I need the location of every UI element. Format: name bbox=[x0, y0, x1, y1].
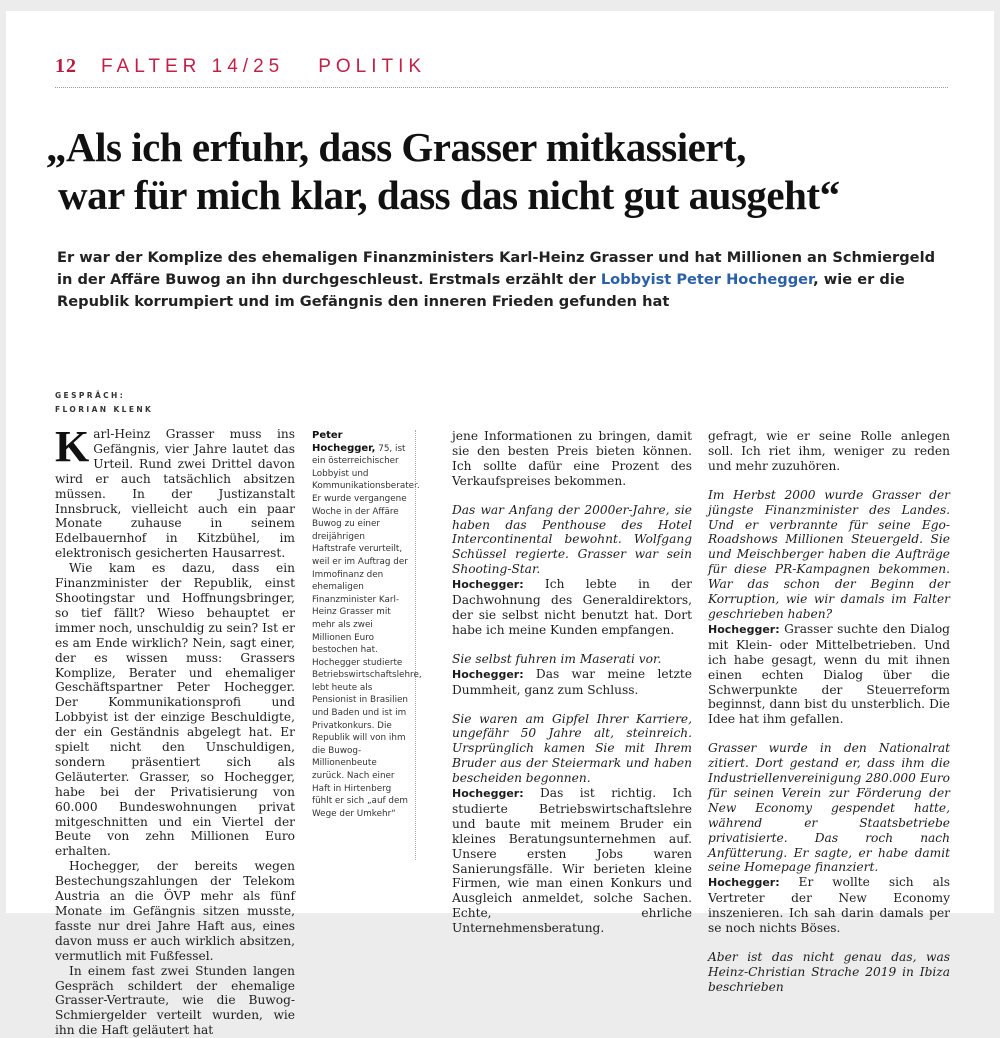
speaker-label: Hochegger: bbox=[708, 876, 780, 890]
drop-cap: K bbox=[55, 422, 90, 471]
article-paragraph: Wie kam es dazu, dass ein Finanzminister der Republik, einst Shootingstar und Hoffnungsbringer, so tief fällt? Wieso behauptet er immer noch, unschuldig zu sein? Ist er es am Ende wirklich? Nein, sagt einer, der es wissen muss: Grassers Komplize, Berater und ehemaliger Geschäftspartner Peter Hochegger. Der Kommunikationsprofi und Lobbyist ist der einzige Beschuldigte, der ein Geständnis abgelegt hat. Er spielt nicht den Unschuldigen, sondern präsentiert sich als Geläuterter. Grasser, so Hochegger, habe bei der Privatisierung von 60.000 Bundeswohnungen privat mitgeschnitten und ein Viertel der Beute von zehn Millionen Euro erhalten. bbox=[55, 561, 295, 859]
headline-line-1: „Als ich erfuhr, dass Grasser mitkassiert, bbox=[46, 124, 746, 170]
interview-question: Grasser wurde in den Nationalrat zitiert. Dort gestand er, dass ihm die Industriellenvereinigung 280.000 Euro für seinen Verein zur Förderung der New Economy gespendet hatte, während er Staatsbetriebe privatisierte. Das roch nach Anfütterung. Er sagte, er habe damit seine Homepage finanziert. bbox=[708, 741, 950, 875]
article-column-1 bbox=[55, 422, 295, 1038]
lead-text-2: , wie er die Republik korrumpiert und im Gefängnis den inneren Frieden gefunden hat bbox=[57, 271, 905, 310]
bio-sidebar bbox=[312, 430, 422, 820]
interview-question: Im Herbst 2000 wurde Grasser der jüngste Finanzminister des Landes. Und er verbrannte für seine Ego-Roadshows Millionen Steuergeld. Sie und Meischberger haben die Aufträge für diese PR-Kampagnen bekommen. War das schon der Beginn der Korruption, wie wir damals im Falter geschrieben haben? bbox=[708, 487, 950, 621]
speaker-label: Hochegger: bbox=[708, 622, 780, 636]
answer-text: Ich lebte in der Dachwohnung des Generaldirektors, der sie selbst nicht benutzt hat. Dort habe ich meine Kunden empfangen. bbox=[452, 577, 692, 637]
byline-label: GESPRÄCH: bbox=[55, 391, 126, 400]
article-paragraph bbox=[55, 422, 295, 561]
lead-paragraph bbox=[57, 247, 937, 313]
interview-question: Sie waren am Gipfel Ihrer Karriere, ungefähr 50 Jahre alt, steinreich. Ursprünglich kamen Sie mit Ihrem Bruder aus der Steiermark und haben bescheiden begonnen. bbox=[452, 711, 692, 786]
interview-question: Aber ist das nicht genau das, was Heinz-Christian Strache 2019 in Ibiza beschrieben bbox=[708, 950, 950, 994]
bio-name: Peter Hochegger, bbox=[312, 430, 376, 454]
lobbyist-link[interactable]: Lobbyist Peter Hochegger bbox=[600, 271, 814, 288]
issue-label: FALTER 14/25 bbox=[101, 56, 285, 77]
header-divider bbox=[55, 87, 948, 88]
interview-question: Das war Anfang der 2000er-Jahre, sie haben das Penthouse des Hotel Intercontinental bewohnt. Wolfgang Schüssel regierte. Grasser war sein Shooting-Star. bbox=[452, 502, 692, 577]
interview-answer bbox=[452, 577, 692, 638]
byline bbox=[55, 389, 153, 417]
answer-text: Das war meine letzte Dummheit, ganz zum Schluss. bbox=[452, 666, 692, 697]
bio-text: 75, ist ein österreichischer Lobbyist und Kommunikationsberater. Er wurde vergangene Woche in der Affäre Buwog zu einer dreijährigen Haftstrafe verurteilt, weil er im Auftrag der Immofinanz den ehemaligen Finanzminister Karl-Heinz Grasser mit mehr als zwei Millionen Euro bestochen hat. Hochegger studierte Betriebswirtschaftslehre, lebt heute als Pensionist in Brasilien und Baden und ist im Privatkonkurs. Die Republik will von ihm die Buwog-Millionenbeute zurück. Nach einer Haft in Hirtenberg fühlt er sich „auf dem Wege der Umkehr“ bbox=[312, 443, 422, 819]
answer-text: Grasser suchte den Dialog mit Klein- oder Mittelbetrieben. Und ich habe gesagt, wenn du mit ihnen einen echten Dialog über die Schwerpunkte der Steuerreform beginnst, dann bist du unsterblich. Die Idee hat ihm gefallen. bbox=[708, 621, 950, 727]
answer-text: Er wollte sich als Vertreter der New Economy inszenieren. Ich sah darin damals per se noch nichts Böses. bbox=[708, 875, 950, 936]
answer-text: Das ist richtig. Ich studierte Betriebswirtschaftslehre und baute mit meinem Bruder ein kleines Beratungsunternehmen auf. Unsere ersten Jobs waren Sanierungsfälle. Wir berieten kleine Firmen, wie man einen Konkurs und Ausgleich anmeldet, solche Sachen. Echte, ehrliche Unternehmensberatung. bbox=[452, 786, 692, 936]
article-column-3 bbox=[452, 429, 692, 936]
sidebar-divider bbox=[415, 430, 417, 860]
paragraph-text: arl-Heinz Grasser muss ins Gefängnis, vier Jahre lautet das Urteil. Rund zwei Drittel davon wird er auch tatsächlich absitzen müssen. In der Justizanstalt Innsbruck, vielleicht auch ein paar Monate zuhause in seinem Edelbauernhof in Kitzbühel, im elektronisch gesicherten Hausarrest. bbox=[55, 427, 295, 561]
headline-line-2: war für mich klar, dass das nicht gut ausgeht“ bbox=[58, 172, 840, 218]
speaker-label: Hochegger: bbox=[452, 787, 524, 801]
speaker-label: Hochegger: bbox=[452, 667, 524, 681]
article-paragraph: Hochegger, der bereits wegen Bestechungszahlungen der Telekom Austria an die ÖVP mehr als fünf Monate im Gefängnis sitzen musste, fasste nur drei Jahre Haft aus, eines davon muss er auch wirklich absitzen, vermutlich mit Fußfessel. bbox=[55, 859, 295, 963]
interview-answer bbox=[452, 786, 692, 936]
headline bbox=[46, 123, 966, 219]
interview-answer bbox=[452, 667, 692, 698]
article-paragraph: gefragt, wie er seine Rolle anlegen soll. Ich riet ihm, weniger zu reden und mehr zuzuhören. bbox=[708, 429, 950, 473]
section-label: POLITIK bbox=[318, 56, 427, 77]
page-header bbox=[55, 55, 426, 78]
byline-author: FLORIAN KLENK bbox=[55, 405, 154, 414]
page-number: 12 bbox=[55, 55, 77, 77]
lead-text-1: Er war der Komplize des ehemaligen Finanzministers Karl-Heinz Grasser und hat Millionen an Schmiergeld in der Affäre Buwog an ihn durchgeschleust. Erstmals erzählt der bbox=[57, 249, 936, 288]
article-paragraph: In einem fast zwei Stunden langen Gespräch schildert der ehemalige Grasser-Vertraute, wie die Buwog-Schmiergelder verteilt wurden, wie ihn die Haft geläutert hat bbox=[55, 963, 295, 1038]
newspaper-page bbox=[6, 11, 994, 1038]
interview-question: Sie selbst fuhren im Maserati vor. bbox=[452, 651, 662, 666]
speaker-label: Hochegger: bbox=[452, 578, 524, 592]
article-column-4 bbox=[708, 429, 950, 995]
article-paragraph: jene Informationen zu bringen, damit sie den besten Preis bieten können. Ich sollte dafür eine Prozent des Verkaufspreises bekommen. bbox=[452, 429, 692, 488]
interview-answer bbox=[708, 875, 950, 936]
interview-answer bbox=[708, 622, 950, 727]
